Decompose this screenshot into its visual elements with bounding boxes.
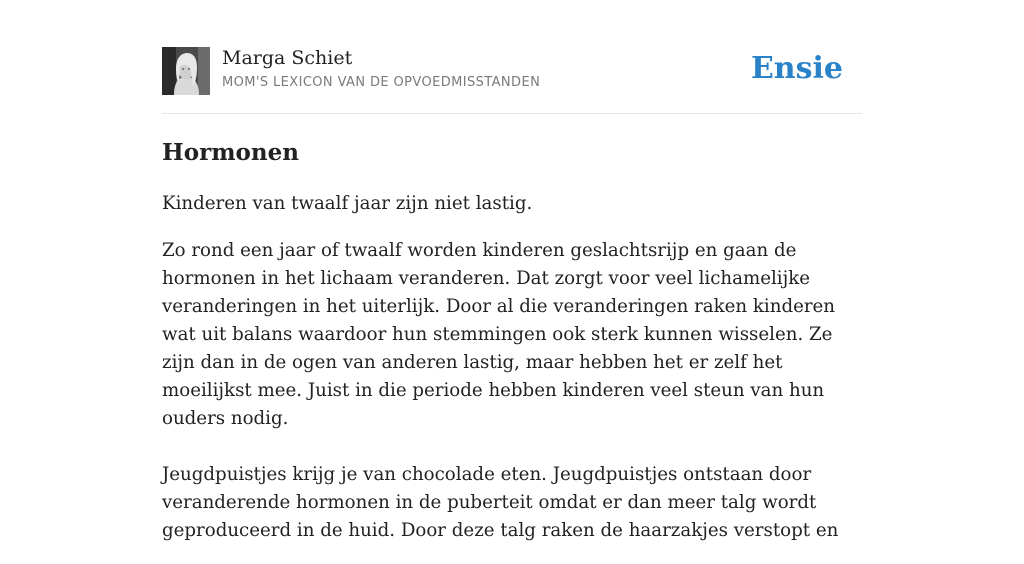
article-header: [162, 46, 862, 96]
author-photo-icon: [162, 47, 210, 95]
article-paragraph: Jeugdpuistjes krijg je van chocolade eten. Jeugdpuistjes ontstaan door veranderende hormonen in de puberteit omdat er dan meer talg wordt geproduceerd in de huid. Door deze talg raken de haarzakjes verstopt en: [162, 464, 839, 541]
brand-logo[interactable]: Ensie: [750, 51, 843, 86]
author-name[interactable]: Marga Schiet: [222, 47, 353, 69]
article-paragraph: Kinderen van twaalf jaar zijn niet lastig.: [162, 193, 533, 214]
article-title: Hormonen: [162, 139, 299, 166]
avatar[interactable]: [162, 47, 210, 95]
article-body: [162, 190, 866, 564]
header-divider: [162, 113, 862, 114]
article-page: [162, 0, 862, 541]
publication-name[interactable]: MOM'S LEXICON VAN DE OPVOEDMISSTANDEN: [222, 75, 541, 90]
article-paragraph: Zo rond een jaar of twaalf worden kinderen geslachtsrijp en gaan de hormonen in het lichaam veranderen. Dat zorgt voor veel lichamelijke veranderingen in het uiterlijk. Door al die veranderingen raken kinderen wat uit balans waardoor hun stemmingen ook sterk kunnen wisselen. Ze zijn dan in de ogen van anderen lastig, maar hebben het er zelf het moeilijkst mee. Juist in die periode hebben kinderen veel steun van hun ouders nodig.: [162, 240, 836, 429]
